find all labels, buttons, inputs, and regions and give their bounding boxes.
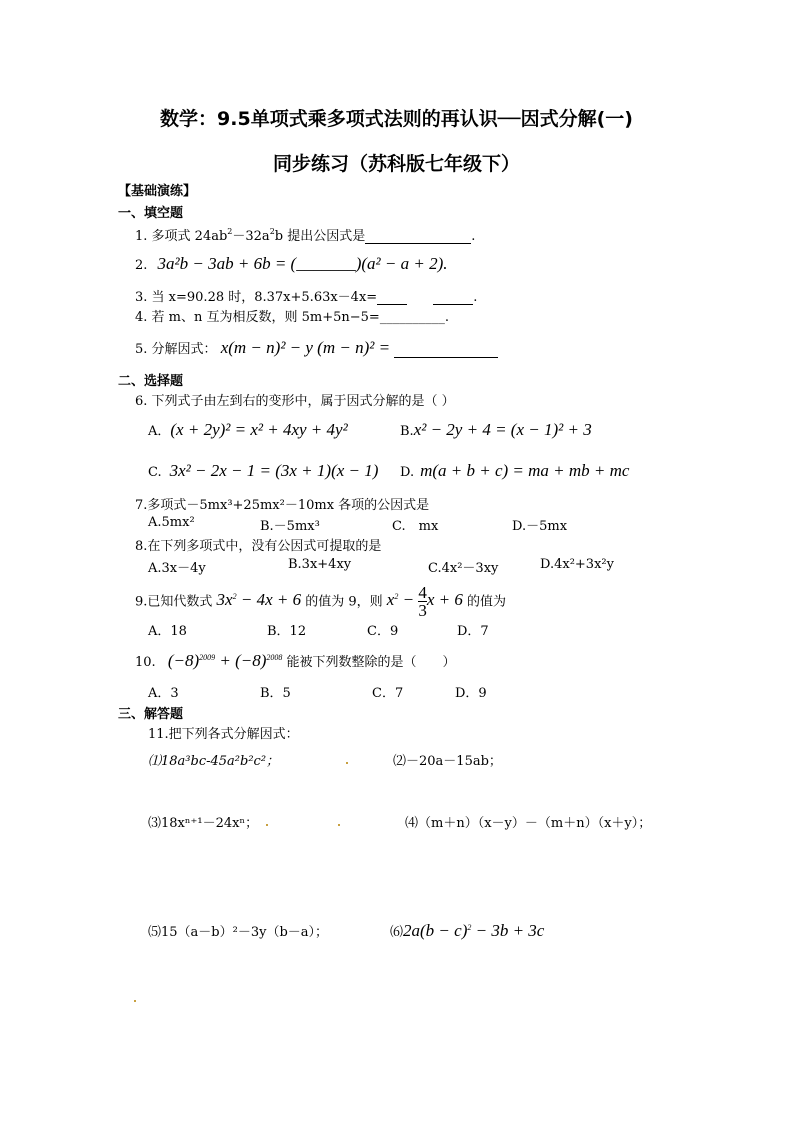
question-9-option-b[interactable]: B．12 [267, 624, 307, 639]
section-choice-heading: 二、选择题 [118, 374, 184, 389]
problem-11-1: ⑴18a³bc-45a²b²c²； [148, 754, 280, 769]
section-fill-blank-heading: 一、填空题 [118, 206, 184, 221]
section-solve-heading: 三、解答题 [118, 707, 184, 722]
answer-blank-5[interactable] [394, 343, 498, 358]
question-4: 4. 若 m、n 互为相反数，则 5m+5n−5=__________. [135, 310, 449, 325]
question-2: 2. 3a²b − 3ab + 6b = (_______)(a² − a + 2). [135, 254, 448, 273]
scan-speck [266, 824, 268, 826]
question-6-option-b[interactable]: B.x² − 2y + 4 = (x − 1)² + 3 [400, 420, 592, 439]
question-11-stem: 11.把下列各式分解因式： [148, 727, 299, 742]
problem-11-6-expression: $2a(b - c)^2 - 3b + 3c$ [403, 921, 545, 940]
question-10-option-a[interactable]: A．3 [148, 686, 179, 701]
question-10-option-b[interactable]: B．5 [260, 686, 291, 701]
question-8-option-a[interactable]: A.3x－4y [148, 561, 206, 576]
page-subtitle: 同步练习（苏科版七年级下） [272, 153, 520, 175]
answer-blank-3b[interactable] [433, 290, 473, 305]
question-5-expression: x(m − n)² − y (m − n)² = [220, 338, 391, 357]
question-10-expression: $(-8)^{2009} + (-8)^{2008}$ [167, 651, 283, 670]
question-9-option-c[interactable]: C．9 [367, 624, 399, 639]
question-6-stem: 6. 下列式子由左到右的变形中，属于因式分解的是（ ） [135, 394, 455, 409]
question-5: 5. 分解因式： x(m − n)² − y (m − n)² = [135, 338, 498, 358]
question-8-option-c[interactable]: C.4x²－3xy [428, 561, 499, 576]
question-9-option-d[interactable]: D．7 [457, 624, 489, 639]
question-6-option-c[interactable]: C. 3x² − 2x − 1 = (3x + 1)(x − 1) [148, 461, 379, 480]
question-3: 3. 当 x=90.28 时，8.37x+5.63x－4x= . [135, 290, 478, 305]
question-8-option-d[interactable]: D.4x²+3x²y [540, 557, 614, 572]
problem-11-2: ⑵－20a－15ab； [393, 754, 502, 769]
question-9-option-a[interactable]: A．18 [148, 624, 187, 639]
question-9-expression-2: $x^2$ − $\frac{4}{3}$ x + 6 [386, 583, 463, 620]
page-title: 数学：9.5单项式乘多项式法则的再认识──因式分解(一) [160, 108, 633, 130]
answer-blank-1[interactable] [365, 229, 471, 244]
question-10-stem: 10. $(-8)^{2009} + (-8)^{2008}$ 能被下列数整除的是（ ） [135, 651, 456, 670]
question-8-stem: 8.在下列多项式中，没有公因式可提取的是 [135, 539, 382, 554]
answer-blank-3a[interactable] [377, 290, 407, 305]
question-9-expression-1: $3x^2 - 4x + 6$ [216, 590, 302, 610]
question-6-option-d[interactable]: D. m(a + b + c) = ma + mb + mc [400, 461, 630, 480]
question-10-option-c[interactable]: C．7 [372, 686, 404, 701]
scan-speck [346, 762, 348, 764]
problem-11-3: ⑶18xⁿ⁺¹－24xⁿ； [148, 816, 259, 831]
question-10-option-d[interactable]: D．9 [455, 686, 487, 701]
question-6-option-a[interactable]: A．(x + 2y)² = x² + 4xy + 4y² [148, 420, 348, 439]
question-7-option-a[interactable]: A.5mx² [148, 515, 195, 530]
question-1: 1. 多项式 $24ab^2-32a^2b$ 提出公因式是 . [135, 227, 476, 244]
question-8-option-b[interactable]: B.3x+4xy [288, 557, 352, 572]
question-7-stem: 7.多项式－5mx³+25mx²－10mx 各项的公因式是 [135, 498, 430, 513]
problem-11-4: ⑷（m＋n）（x－y）－（m＋n）（x＋y）； [405, 816, 652, 831]
question-9-stem: 9.已知代数式 $3x^2 - 4x + 6$ 的值为 9，则 $x^2$ − $\frac{4}{3}$ x + 6 的值为 [135, 583, 506, 620]
question-7-option-b[interactable]: B.－5mx³ [260, 519, 320, 534]
problem-11-6: ⑹2a(b − c)$^2$ − 3b + 3c [390, 921, 545, 940]
basic-practice-label: 【基础演练】 [118, 184, 197, 199]
scan-speck [338, 824, 340, 826]
scan-speck [134, 1000, 136, 1002]
question-2-expression: 3a²b − 3ab + 6b = (_______)(a² − a + 2). [157, 254, 448, 273]
problem-11-5: ⑸15（a－b）²－3y（b－a）； [148, 925, 329, 940]
question-7-option-d[interactable]: D.－5mx [512, 519, 568, 534]
question-7-option-c[interactable]: C. mx [392, 519, 439, 534]
